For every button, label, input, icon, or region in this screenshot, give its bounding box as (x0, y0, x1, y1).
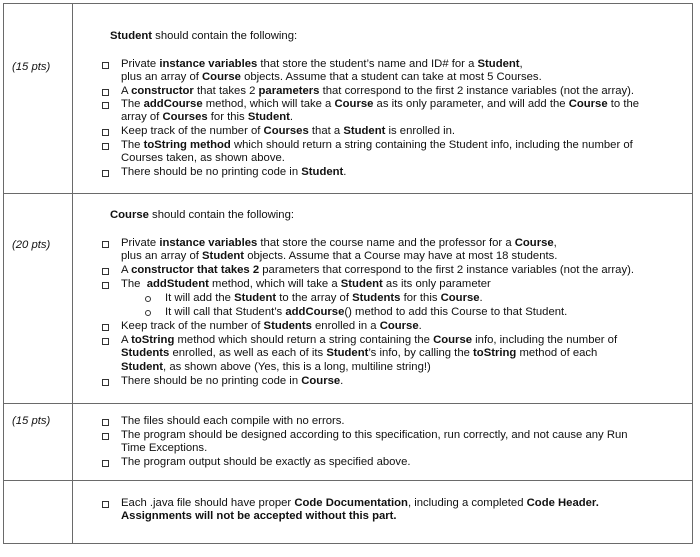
list-item: The toString method which should return a string containing the Student info, including the number of Courses taken, as shown above. (102, 139, 697, 166)
checkbox-bullet-icon (102, 460, 109, 467)
list-item: Private instance variables that store the course name and the professor for a Course, plus an array of Student objects. Assume that a Course may have at most 18 students. (102, 237, 697, 264)
requirements-cell (72, 481, 692, 543)
list-item: There should be no printing code in Course. (102, 375, 697, 388)
sub-list-item: It will call that Student’s addCourse() method to add this Course to that Student. (145, 306, 665, 319)
sub-list-item: It will add the Student to the array of Students for this Course. (145, 292, 665, 305)
checkbox-bullet-icon (102, 89, 109, 96)
list-item: Private instance variables that store the student’s name and ID# for a Student, plus an array of Course objects. Assume that a student can take at most 5 Courses. (102, 58, 697, 85)
checkbox-bullet-icon (102, 501, 109, 508)
checkbox-bullet-icon (102, 433, 109, 440)
list-item: A constructor that takes 2 parameters that correspond to the first 2 instance variables (not the array). (102, 85, 697, 98)
points-cell (4, 481, 73, 543)
list-item: Keep track of the number of Courses that a Student is enrolled in. (102, 125, 697, 138)
checkbox-bullet-icon (102, 62, 109, 69)
list-item: The files should each compile with no errors. (102, 415, 697, 428)
list-item: The program should be designed according to this specification, run correctly, and not cause any Run Time Exceptions. (102, 429, 697, 456)
list-item: The program output should be exactly as specified above. (102, 456, 697, 469)
general-requirements-row (3, 403, 693, 480)
checkbox-bullet-icon (102, 129, 109, 136)
circle-bullet-icon (145, 296, 151, 302)
list-item: Each .java file should have proper Code Documentation, including a completed Code Header. Assignments will not be accepted without this part. (102, 497, 697, 524)
circle-bullet-icon (145, 310, 151, 316)
checkbox-bullet-icon (102, 379, 109, 386)
points-cell (4, 4, 73, 193)
checkbox-bullet-icon (102, 282, 109, 289)
section-heading: Course should contain the following: (110, 209, 294, 221)
list-item: The addStudent method, which will take a Student as its only parameter (102, 278, 697, 291)
requirements-cell (72, 404, 692, 480)
points-label: (15 pts) (12, 61, 51, 73)
checkbox-bullet-icon (102, 324, 109, 331)
list-item: The addCourse method, which will take a Course as its only parameter, and will add the Course to the array of Courses for this Student. (102, 98, 697, 125)
documentation-row (3, 480, 693, 544)
list-item: A toString method which should return a string containing the Course info, including the number of Students enrolled, as well as each of its Student’s info, by calling the toString method of each Student, as shown above (Yes, this is a long, multiline string!) (102, 334, 697, 374)
list-item: Keep track of the number of Students enrolled in a Course. (102, 320, 697, 333)
points-cell (4, 404, 73, 480)
list-item: A constructor that takes 2 parameters that correspond to the first 2 instance variables (not the array). (102, 264, 697, 277)
checkbox-bullet-icon (102, 338, 109, 345)
checkbox-bullet-icon (102, 143, 109, 150)
course-requirements-row (3, 193, 693, 403)
checkbox-bullet-icon (102, 419, 109, 426)
checkbox-bullet-icon (102, 268, 109, 275)
checkbox-bullet-icon (102, 170, 109, 177)
points-label: (20 pts) (12, 239, 51, 251)
points-cell (4, 194, 73, 403)
requirements-cell (72, 194, 692, 403)
requirements-cell (72, 4, 692, 193)
checkbox-bullet-icon (102, 102, 109, 109)
checkbox-bullet-icon (102, 241, 109, 248)
list-item: There should be no printing code in Student. (102, 166, 697, 179)
points-label: (15 pts) (12, 415, 51, 427)
section-heading: Student should contain the following: (110, 30, 298, 42)
student-requirements-row (3, 3, 693, 193)
